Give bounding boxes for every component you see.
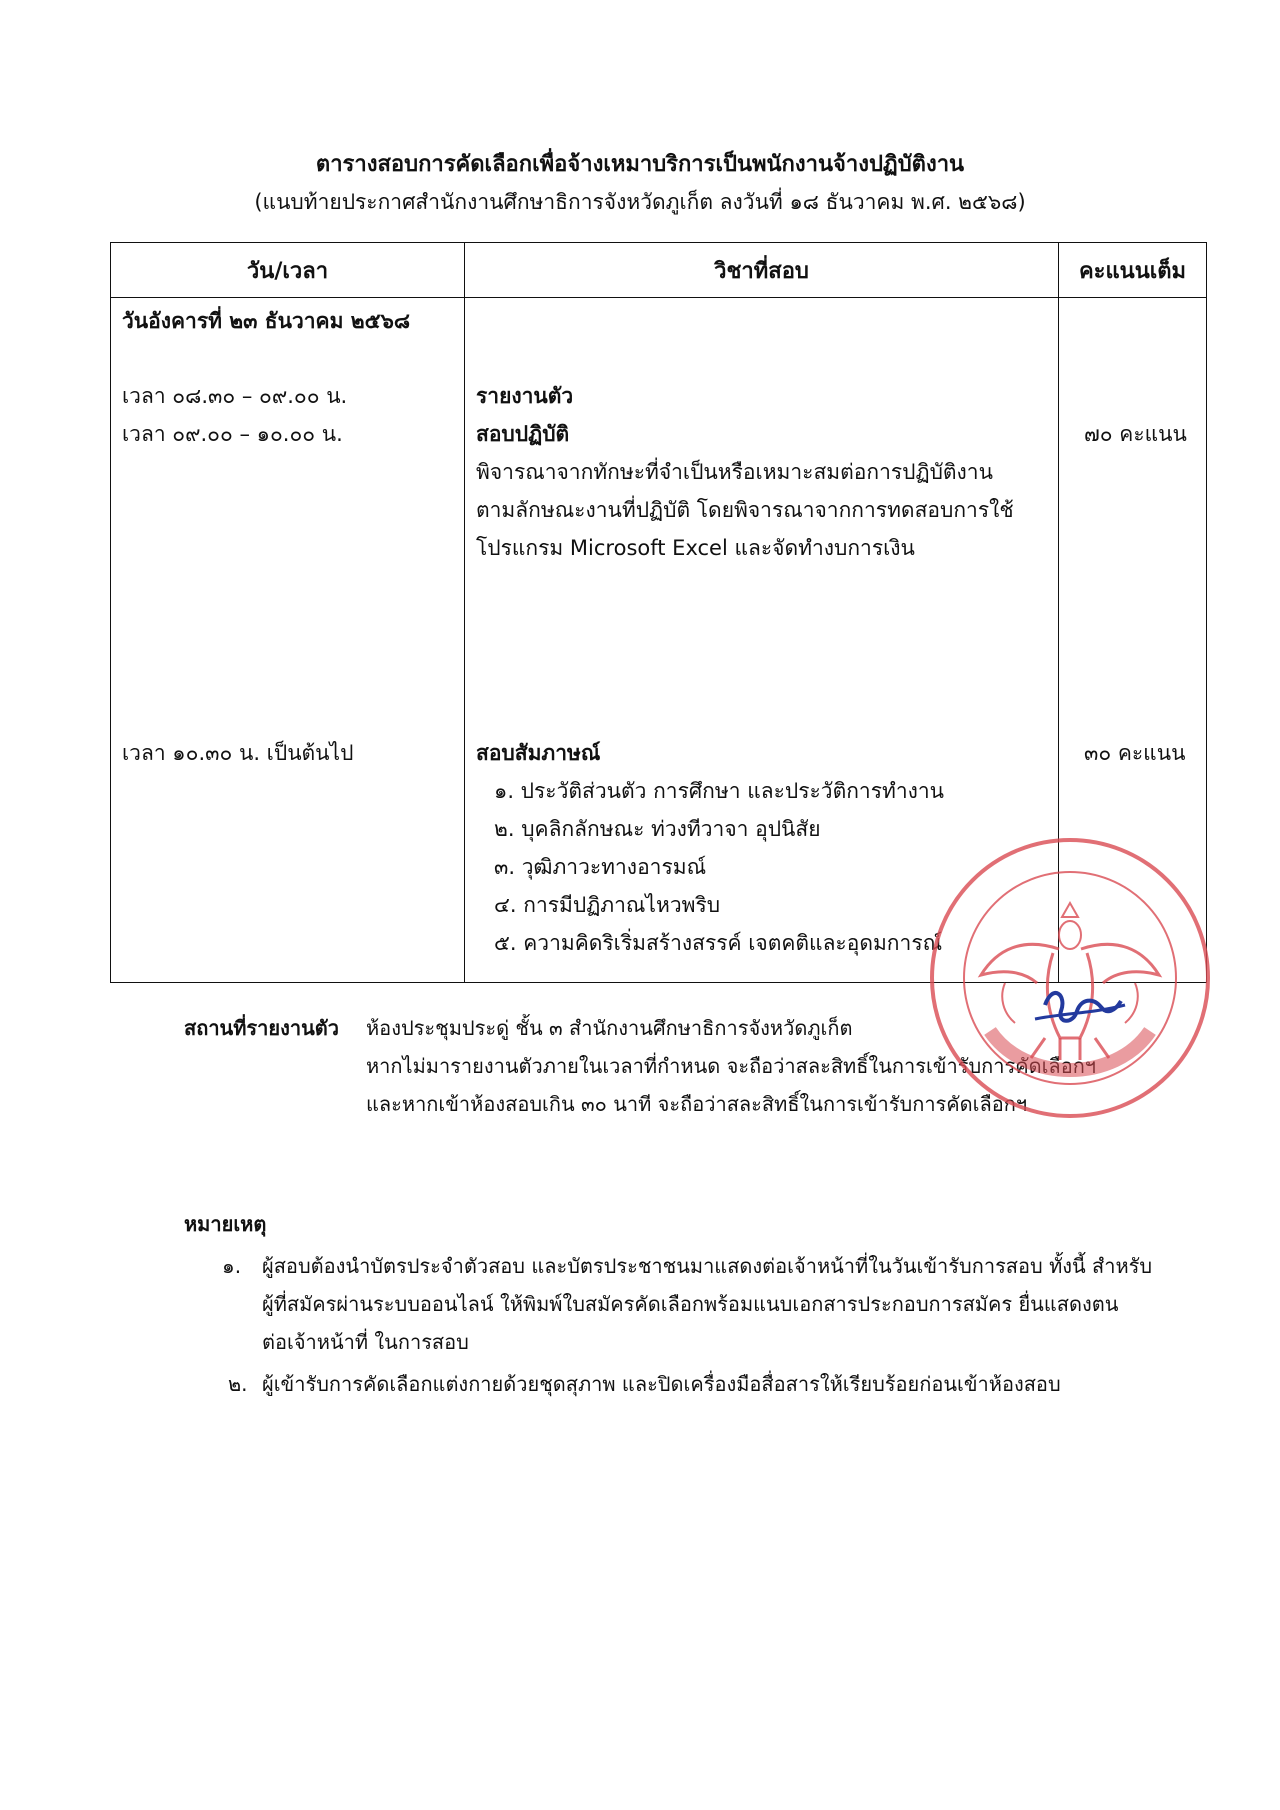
datetime-cell [111,298,465,983]
interview-item: ๑. ประวัติส่วนตัว การศึกษา และประวัติการทำงาน [494,779,945,803]
notes-title: หมายเหตุ [184,1212,267,1236]
venue-warning: หากไม่มารายงานตัวภายในเวลาที่กำหนด จะถือว่าสละสิทธิ์ในการเข้ารับการคัดเลือกฯ [366,1054,1097,1078]
venue-warning: และหากเข้าห้องสอบเกิน ๓๐ นาที จะถือว่าสละสิทธิ์ในการเข้ารับการคัดเลือกฯ [366,1092,1028,1116]
practical-score: ๗๐ คะแนน [1084,422,1187,446]
interview-score: ๓๐ คะแนน [1084,741,1186,765]
note-line: ผู้สอบต้องนำบัตรประจำตัวสอบ และบัตรประชาชนมาแสดงต่อเจ้าหน้าที่ในวันเข้ารับการสอบ ทั้งนี้ สำหรับ [262,1254,1153,1278]
header-subject: วิชาที่สอบ [465,243,1059,298]
interview-item: ๓. วุฒิภาวะทางอารมณ์ [494,855,707,879]
time-interview: เวลา ๑๐.๓๐ น. เป็นต้นไป [122,741,354,765]
document-subtitle: (แนบท้ายประกาศสำนักงานศึกษาธิการจังหวัดภูเก็ต ลงวันที่ ๑๘ ธันวาคม พ.ศ. ๒๕๖๘) [254,190,1026,214]
garuda-seal-icon [925,833,1215,1123]
document-title: ตารางสอบการคัดเลือกเพื่อจ้างเหมาบริการเป็นพนักงานจ้างปฏิบัติงาน [315,152,965,177]
note-number: ๒. [228,1372,248,1396]
interview-item: ๒. บุคลิกลักษณะ ท่วงทีวาจา อุปนิสัย [494,817,821,841]
practical-desc-line: ตามลักษณะงานที่ปฏิบัติ โดยพิจารณาจากการทดสอบการใช้ [476,498,1014,522]
note-number: ๑. [222,1254,242,1278]
note-line: ผู้ที่สมัครผ่านระบบออนไลน์ ให้พิมพ์ใบสมัครคัดเลือกพร้อมแนบเอกสารประกอบการสมัคร ยื่นแสดงตน [262,1292,1119,1316]
interview-item: ๕. ความคิดริเริ่มสร้างสรรค์ เจตคติและอุดมการณ์ [494,931,943,955]
venue-location: ห้องประชุมประดู่ ชั้น ๓ สำนักงานศึกษาธิการจังหวัดภูเก็ต [366,1016,853,1040]
time-practical: เวลา ๐๙.๐๐ – ๑๐.๐๐ น. [122,422,343,446]
practical-desc-line: โปรแกรม Microsoft Excel และจัดทำงบการเงิน [476,536,915,560]
header-score: คะแนนเต็ม [1059,243,1207,298]
note-line: ต่อเจ้าหน้าที่ ในการสอบ [262,1330,469,1354]
exam-date: วันอังคารที่ ๒๓ ธันวาคม ๒๕๖๘ [122,309,411,333]
table-header-row [111,243,1207,298]
interview-label: สอบสัมภาษณ์ [476,741,601,765]
header-datetime: วัน/เวลา [111,243,465,298]
practical-label: สอบปฏิบัติ [476,422,570,446]
report-label: รายงานตัว [476,384,574,408]
time-report: เวลา ๐๘.๓๐ – ๐๙.๐๐ น. [122,384,348,408]
interview-item: ๔. การมีปฏิภาณไหวพริบ [494,893,721,917]
practical-desc-line: พิจารณาจากทักษะที่จำเป็นหรือเหมาะสมต่อการปฏิบัติงาน [476,460,993,484]
note-line: ผู้เข้ารับการคัดเลือกแต่งกายด้วยชุดสุภาพ และปิดเครื่องมือสื่อสารให้เรียบร้อยก่อนเข้าห้องสอบ [262,1372,1061,1396]
venue-label: สถานที่รายงานตัว [184,1016,339,1040]
